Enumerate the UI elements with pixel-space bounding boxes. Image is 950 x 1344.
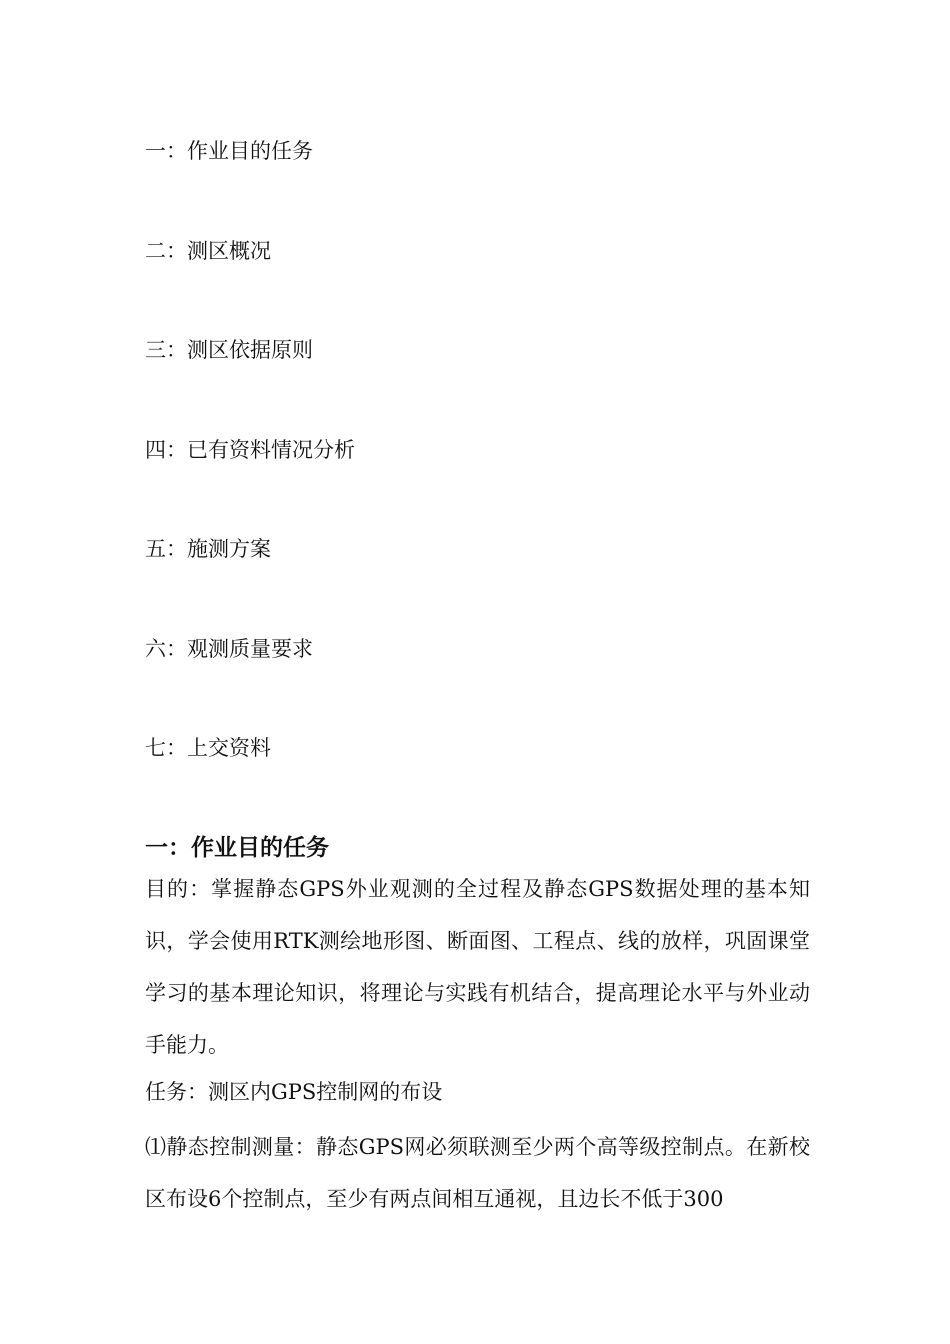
toc-item-6[interactable]: 六：观测质量要求	[145, 636, 313, 661]
toc-item-1[interactable]: 一：作业目的任务	[145, 139, 313, 163]
toc-item-2[interactable]: 二：测区概况	[145, 238, 271, 263]
static-control-paragraph: ⑴静态控制测量：静态GPS网必须联测至少两个高等级控制点。在新校区布设6个控制点，至少有两点间相互通视，且边长不低于300	[145, 1135, 810, 1211]
task-paragraph: 任务：测区内GPS控制网的布设	[145, 1080, 443, 1104]
toc-item-5[interactable]: 五：施测方案	[145, 537, 271, 561]
purpose-paragraph: 目的：掌握静态GPS外业观测的全过程及静态GPS数据处理的基本知识，学会使用RTK测绘地形图、断面图、工程点、线的放样，巩固课堂学习的基本理论知识，将理论与实践有机结合，提高理论水平与外业动手能力。	[145, 877, 810, 1057]
table-of-contents	[145, 136, 825, 833]
toc-item-4[interactable]: 四：已有资料情况分析	[145, 437, 355, 462]
toc-item-7[interactable]: 七：上交资料	[145, 736, 271, 760]
section-1	[145, 832, 810, 1225]
section-1-heading: 一：作业目的任务	[145, 835, 329, 861]
toc-item-3[interactable]: 三：测区依据原则	[145, 338, 313, 362]
